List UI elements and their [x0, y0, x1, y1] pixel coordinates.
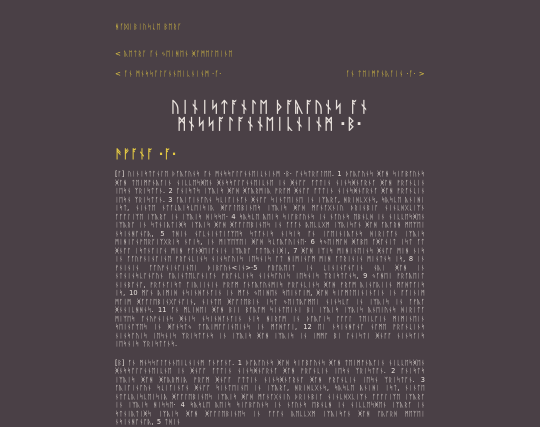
back-link-row: [115, 41, 425, 60]
page-title: ᚢᛁᚾᛁᛋᛏᚪᚾᛚᛖ ᚦᚪᚣᚪᚢᚾᛋ ᚪᚾ ᛗᚾᛋᛋᚪᛚᚪᚾᚾᛖᛁᚳᚾᛁᚾᛗ ·ᛒ·: [170, 98, 370, 133]
back-to-contents-link[interactable]: < ᚣᛖᛏᚱᚪ ᚪᚾ ᛃᛖᛁᚻᛖᚾ ᚸᚪᛗᛖᛚᛖᛁᚾᛖ: [115, 50, 233, 58]
home-link[interactable]: ᚻᚪᛞᛁᛒᛁᚢᛋᚳᛖ ᛒᛖᚱᚪ: [115, 23, 183, 31]
chapter-paragraph: [ᛒ] ᚪᚾ ᛗᚾᛋᛋᚪᛚᚪᚾᚾᛖᛁᚳᚾᛁᚾᛗ ᚪᚾᚠᚪᚾᚪ. 1 ᚦᚪᚣᚪᚢᚾᛋ ᚸᚪᚻ ᛋᛁᚪᛒᚪᚢᚾᛋ ᚸᚪᚻ ᛏᛖᛁᛗᚩᚾᚣᚪᛁᚾ ᚾᛁᚳᚳᛖᛋᚸᛖᚾ ᚸᚾᛋᛋᚪᛚᚪᚾᚾᛖᛁᚳᚾᛖ ᛁᚾ ᚸᚾᚪᚪ ᚪᛏᛏᛁᚾ ᚾᛁᚾᛋᚸᚾᚪᚱᚾᚪ ᚸᚪᚻ ᚠᚱᚪᚾᚳᛁᚾ ᛁᛖᛋᚾ ᛉᚱᛁᛋᛏᚪᚾ. 2 ᚪᚾᛁᛋᛏᛋ ᛁᛉᚣᛁᛋ ᚸᚪᚻ ᚸᚪᚣᚱᛗᛁᚣ ᚠᚱᚪᛗ ᚸᚾᚪᚪ ᚪᛏᛏᛁᚾ ᚾᛁᚾᛋᚸᚾᚪᚱᚾᚪ ᚸᚪᚻ ᚠᚱᚪᚾᚳᛁᚾ ᛁᛖᛋᚾ ᛉᚱᛁᛋᛏᚪᚾ. 3 ᚪᚣᛁᚪᛁᚾᚪᚢᚾ ᛋᚳᛁᚪᛁᚾᚪᚾ ᚸᚾᚪᚪ ᛋᛁᚾᛏᛖᛁᚾᛖ ᛁᚾ ᛁᛉᚣᚱᚪ, ᚻᚱᛁᚻᚳᚷᚾᛋ, ᛋᚣᛋᚳᛖ ᚣᚾᛁᚻᛁ ᛁᛋᛏ, ᚾᛁᚾᛏᛖ ᚾᛏᚪᚳᚣᛁᛋᚳᛖᛁᛋᛁᚣ ᚸᚪᚪᛚᛖᛒᛁᚾᛖᛋ ᛁᛉᚣᛁᛋ ᚸᚪᚻ ᛗᚪᚾᚪᚷᚾᛁᚢ ᚦᚱᛁᚾᛒᛁᚪ ᚾᛁᚾᚳᚻᚷᚳᛁᛉᚾ ᚪᚪᚪᛚᛁᛉᛖ ᛁᛉᚣᚱᚪ ᛁᚾ ᛁᛉᚣᛁᛋ ᚻᛁᛋᛋᛖ· 4 ᛋᚣᛋᚳᛖ ᚣᛖᛁᛋ ᛋᛁᚪᛒᚪᚢᚾᛋ ᛁᚾ ᚾᚪᚢᚾᛋ ᛖᛒᚾᚳᚻ ᛁᚾ ᚾᛁᚳᚳᛖᛋᚸᛖᚾ ᛁᛉᚣᚱᚪ ᛁᚾ ᛋᛏᚾᛁᚣᛏᛁᚸᛋ ᛁᛉᚣᛁᛋ ᚸᚪᚻ ᚸᚪᚪᛚᛖᛒᛁᚾᛖᛋ ᛁᚾ ᚪᚪᚪᚾ ᚣᛖᚳᚳᚷᛗ ᛁᛉᚣᛁᛋᚪᚾ ᚸᚪᚻ ᚪᚣᚪᚱᚻ ᛗᛖᛉᛖᛁ ᚾᛋᛁᚾᚻᚪᚾᚪᚣ, 5 ᛏᚻᛁᚾ: [115, 358, 425, 426]
next-book-link[interactable]: ᚪᚾ ᛏᛖᛁᛗᚩᚾᚣᚪᛁᚾ ·ᚪ· >: [345, 70, 425, 78]
previous-book-link[interactable]: < ᚪᚾ ᛗᚾᛋᛋᚪᛚᚪᚾᚾᛖᛁᚳᚾᛁᚾᛗ ·ᚪ·: [115, 70, 222, 78]
home-link-row: [115, 14, 425, 33]
chapter-paragraph: [ᚪ] ᚢᛁᚾᛁᛋᛏᚪᚾᛚᛖ ᚦᚪᚣᚪᚢᚾᛋ ᚪᚾ ᛗᚾᛋᛋᚪᛚᚪᚾᚾᛖᛁᚳᚾᛁᚾᛗ ·ᛒ· ᚪᚾᛋᛏᚱᚪᛚᛖᛖ. 1 ᚦᚪᚣᚪᚢᚾᛋ ᚸᚪᚻ ᛋᛁᚪᛒᚪᚢᚾᛋ ᚸᚪᚻ ᛏᛖᛁᛗᚩᚾᚣᚪᛁᚾ ᚾᛁᚳᚳᛖᛋᚸᛖᚾ ᚸᚾᛋᛋᚪᛚᚪᚾᚾᛖᛁᚳᚾᛖ ᛁᚾ ᚸᚾᚪᚪ ᚪᛏᛏᛁᚾ ᚾᛁᚾᛋᚸᚾᚪᚱᚾᚪ ᚸᚪᚻ ᚠᚱᚪᚾᚳᛁᚾ ᛁᛖᛋᚾ ᛉᚱᛁᛋᛏᚪᚾ. 2 ᚪᚾᛁᛋᛏᛋ ᛁᛉᚣᛁᛋ ᚸᚪᚻ ᚸᚪᚣᚱᛗᛁᚣ ᚠᚱᚪᛗ ᚸᚾᚪᚪ ᚪᛏᛏᛁᚾ ᚾᛁᚾᛋᚸᚾᚪᚱᚾᚪ ᚸᚪᚻ ᚠᚱᚪᚾᚳᛁᚾ ᛁᛖᛋᚾ ᛉᚱᛁᛋᛏᚪᚾ. 3 ᚪᚣᛁᚪᛁᚾᚪᚢᚾ ᛋᚳᛁᚪᛁᚾᚪᚾ ᚸᚾᚪᚪ ᛋᛁᚾᛏᛖᛁᚾᛖ ᛁᚾ ᛁᛉᚣᚱᚪ, ᚻᚱᛁᚻᚳᚷᚾᛋ, ᛋᚣᛋᚳᛖ ᚣᚾᛁᚻᛁ ᛁᛋᛏ, ᚾᛁᚾᛏᛖ ᚾᛏᚪᚳᚣᛁᛋᚳᛖᛁᛋᛁᚣ ᚸᚪᚪᛚᛖᛒᛁᚾᛖᛋ ᛁᛉᚣᛁᛋ ᚸᚪᚻ ᛗᚪᚾᚪᚷᚾᛁᚢ ᚦᚱᛁᚾᛒᛁᚪ ᚾᛁᚾᚳᚻᚷᚳᛁᛉᚾ ᚪᚪᚪᛚᛁᛉᛖ ᛁᛉᚣᚱᚪ ᛁᚾ ᛁᛉᚣᛁᛋ ᚻᛁᛋᛋᛖ· 4 ᛋᚣᛋᚳᛖ ᚣᛖᛁᛋ ᛋᛁᚪᛒᚪᚢᚾᛋ ᛁᚾ ᚾᚪᚢᚾᛋ ᛖᛒᚾᚳᚻ ᛁᚾ ᚾᛁᚳᚳᛖᛋᚸᛖᚾ ᛁᛉᚣᚱᚪ ᛁᚾ ᛋᛏᚾᛁᚣᛏᛁᚸᛋ ᛁᛉᚣᛁᛋ ᚸᚪᚻ ᚸᚪᚪᛚᛖᛒᛁᚾᛖᛋ ᛁᚾ ᚪᚪᚪᚾ ᚣᛖᚳᚳᚷᛗ ᛁᛉᚣᛁᛋᚪᚾ ᚸᚪᚻ ᚪᚣᚪᚱᚻ ᛗᛖᛉᛖᛁ ᚾᛋᛁᚾᚻᚪᚾᚪᚣ, 5 ᛏᚻᛁᚾ ᚾᚪᚳᚾᛁᚾᛏᛁᚪᛉᛖᛋ ᛋᛏᚪᚾᛁᛋ ᚾᛁᛋᛁᛋ ᚪᚾ ᛁᚪᛖᛁᚾᛁᚣᚪᚾᛋ ᚻᛁᚱᛁᛏᚪᚾ ᛁᛉᚣᛁᛋ ᛗᛁᚻᛁᚪᚾᚠᛖᚱᚪᛁᛉᚷᚱᛁᛋ ᚾᚪᛁᛋ, ᛁᚾ ᛗᛁᛉᛖᛉᛖᛁ ᚸᚪᚻ ᛋᚳᚪᚣᚪᚢᛁᚾᛖ· 6 ᛋᛃᛖᛁᛗᚪᚻ ᚸᚪᛒᛖ ᚪᚸᚪᚾᛁᛏ ᛁᛋᛏ ᚪᛏ ᚸᚾᚪᚪ ᛁᛋᛏᚾᚪᛁᚪᚾ ᛗᛁᚻ ᚠᛏᚾᚸᛖᛁᚪᚾᛁᚾ ᛁᛉᚣᚱᚪ ᚪᛏᛏᚣᚾᛁᚸᛁ, 7 ᚸᚪᚻ ᛁᛉᛁᛋ ᛗᛁᚻᛁᚾᛖᛁᚾᛋ ᚸᚾᚪᚪ ᛗᛁᚻ ᚾᛁᛋ ᛁᚾ ᚪᚪᚢᚠᚾᛁᚾᚪᛁᚾᛖ ᚠᚱᚪᚾᚳᛁᚾᛋ ᚾᛁᚾᛋᚪᚢᛁᛋ ᛁᛖᛋᚾᛁᛋ ᚪᛏ ᚻᛁᛗᛁᚾᚪᛗ ᛗᛁᚻ ᚪᛏᚱᛁᚾᛁᚾ ᛗᛁᚾᛏᚾᛋ ᛁᛋ, 8 ᛁᚾ ᚠᚾᛁᚾᛁᚾ ᚪᚪᚢᚠᚾᛁᚾᚪᛁᚾᛖᛁ ᚦᛁᛒᚪᚢᚾ<ᛁᚾ>·5 ᚠᚱᚪᚣᛖᛁᛏ ᛁᚾ ᚳᛁᚾᛁᚾᚪᚾᚪᛁᚾ ᚾᚣᛁ ᚸᚪᚻ ᛁᚾ ᚾᛏᚾᛁᚾᛋᚳᚪᚾᚪᚢᚾ ᚪᚣᛁᚾᛏᛖᚳᚪᚾᛁᚪᚾ ᚠᚱᚪᚾᚳᛁᚾᛋ ᚾᛁᚾᛋᚪᚢᛁᛋ ᛁᛖᛋᚾᛁᛋ ᛉᚱᛁᛋᛏᚪᚾᛋ, 9 ᛃᚪᚻᛖᛁ ᚠᚱᚪᚣᛖᛁᛏ ᚾᛁᚾᛒᚪᚾᚪ, ᚠᚱᚪᚾᚪᛁᛋᛏ ᚪᛁᚣᛁᛁᚾᛁᚾ ᚠᚱᚪᛗ ᚪᚾᚪᚣᚪᚢᚾᛗᛁᛋ ᚠᚱᚪᚾᚳᛁᚾᛋ ᚸᚪᚻ ᚠᚱᚪᛗ ᚣᛁᚾᚪᚣᛁᛁᚾ ᛗᚪᚻᛏᚪᛁᛋ ᛁᛋ, 10 ᛗᚪᚾ ᚣᛁᛗᛁᚻ ᚾᛋᛁᚾᚻᚪᚾᚪᛁᚾ ᛁᚾ ᛗᚪᚾ ᛃᛖᛁᚻᛖᚾ ᛋᛖᛁᚾᚪᛁᛗ, ᚸᚪᚻ ᛋᛁᚪᛗᛚᛖᛁᚾᛁᚾᚪᛁᚾ ᛁᚾ ᚪᚪᛁᚾᛁᛗ ᛗᚪᛁᛗ ᚸᚪᚪᛚᛖᛒᛁᚾᚷᚪᚾᚪᛁᚾ, ᚾᛁᚾᛏᛖ ᚸᚪᚪᛚᛖᛒᛁᚾ ᛁᛋᛏ ᛃᛖᛁᛏᚣᚪᛗᛖᛁ ᚾᛁᚾᛋᚳᚪ ᛁᚾ ᛁᛉᚣᛁᛋ ᛁᚾ ᚪᚠᚣᚪ ᚸᚾᚾᛁᚳᚻᚻᚾᛋ. 11 ᚪᚾ ᛗᚳᛁᚻᛖᛁ ᚸᚪᚻ ᛒᛁᛁ ᛒᚪᚣᚪᛗ ᛋᛁᚾᛏᛖᛁᚾᛁ ᛒᛁ ᛁᛉᚣᛁᛋ ᛁᛉᚣᛁᛋ ᚣᚾᛖᛁᚢᚾᛋ ᚻᛁᚱᛁᛏᚪ ᛗᛁᛉᛖᛋ ᚪᚾᚢᚠᚾᛁᚾᛋ ᚸᚾᛁᛋ ᚾᛋᛁᚾᚻᚪᚾᚪᛁᚾ ᚾᛁᛋ ᚻᛁᚱᚪᛗ ᛁᚾ ᚦᚪᚣᚪᛁᛋ ᚪᚪᚪᛚ ᛏᛖᛁᚳᚪᛁᚾ ᛗᛁᛗᛁᚾᛖᛁᚾ ᛋᛖᛁᚾᚪᛉᛖᛋ ᛁᚾ ᚸᚪᚾᛋᛏᛃ ᛏᚪᚣᛁᛗᚪᚪᛁᚾᛖᛁᚾᛋ ᛁᚾ ᛗᚪᚻᛏᚪᛁ, 12 ᛖᛁ ᚾᛋᛁᚾᚻᚪᚾᚪ ᚾᚪᛗᛖ ᚠᚱᚪᚾᚳᛁᚾᛋ ᚾᛁᚾᛋᚪᚢᛁᛋ ᛁᛖᛋᚾᛁᛋ ᛉᚱᛁᛋᛏᚪᚾᛋ ᛁᚾ ᛁᛉᚣᛁᛋ ᚸᚪᚻ ᛁᛉᚣᛁᛋ ᛁᚾ ᛁᛗᛗᚪ ᛒᛁ ᚪᚾᛁᛋᛏᛁ ᚸᚾᚪᚪ ᚾᛁᚾᛋᚪᛁᛋ ᛁᛖᛋᚾᛁᛋ ᛉᚱᛁᛋᛏᚪᚾᛋ.: [115, 170, 425, 348]
chapter-heading: ᚫᚠᚪᚾᚪ ·ᚪ·: [115, 147, 177, 161]
prev-next-navigation: [115, 70, 425, 79]
